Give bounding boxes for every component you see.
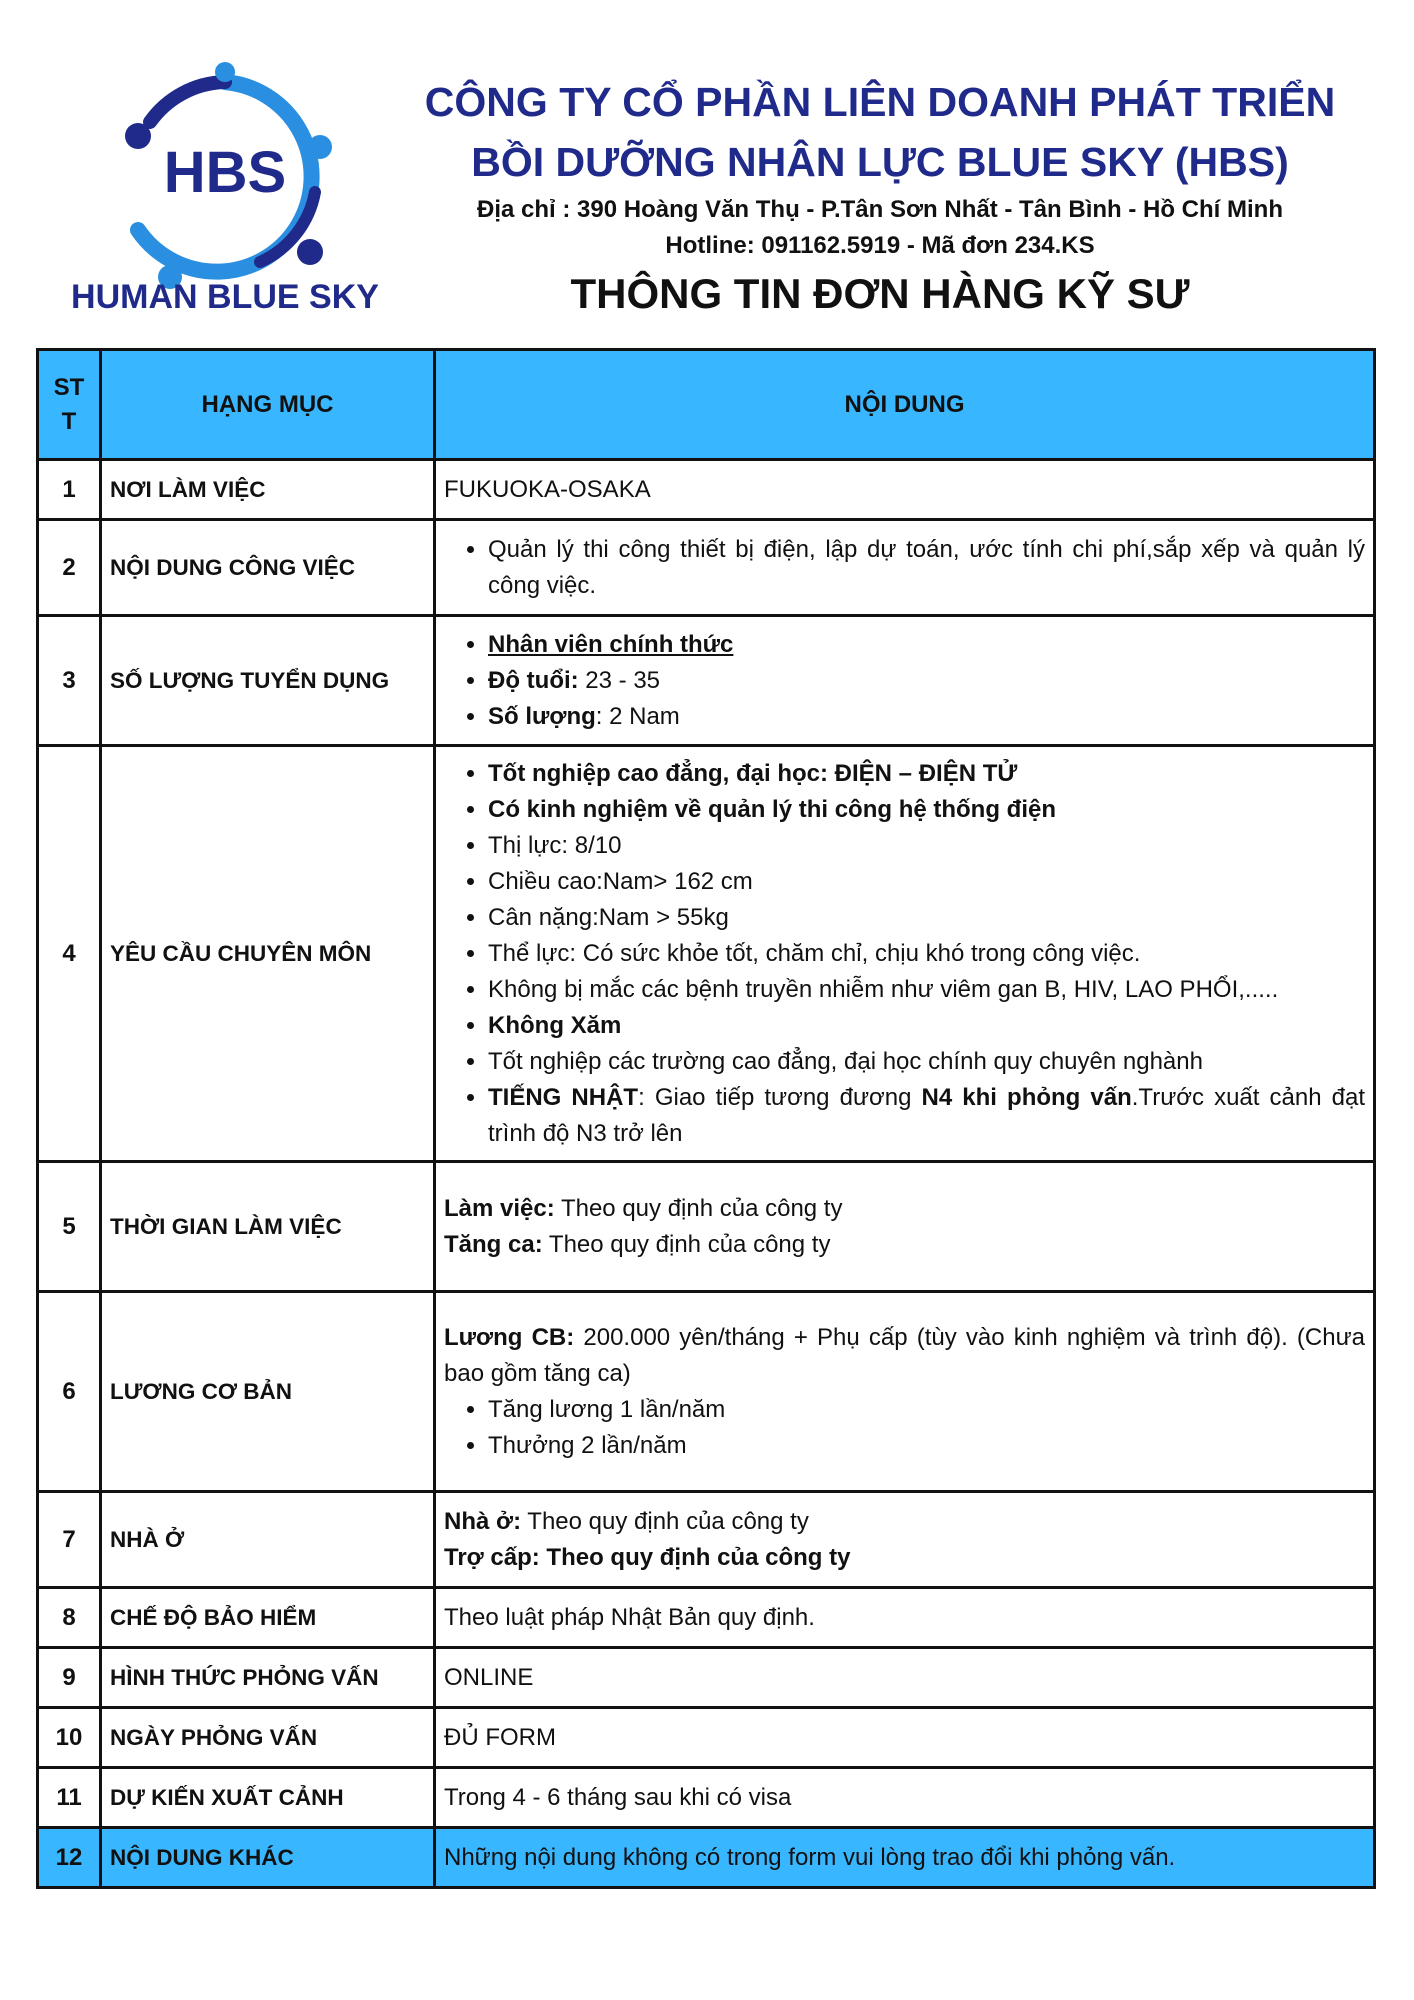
allowance-text: Trợ cấp: Theo quy định của công ty [444,1543,851,1571]
housing-label: Nhà ở: [444,1507,522,1535]
employment-type: Nhân viên chính thức [488,630,734,658]
language-level: N4 khi phỏng vấn [921,1083,1132,1111]
row-category: NƠI LÀM VIỆC [101,460,435,520]
table-row [38,1492,1375,1588]
row-category: THỜI GIAN LÀM VIỆC [101,1162,435,1292]
row-number: 6 [38,1292,101,1492]
list-item [488,663,1365,699]
row-category: NHÀ Ở [101,1492,435,1588]
logo-caption: HUMAN BLUE SKY [71,278,379,316]
row-content: Những nội dung không có trong form vui lòng trao đổi khi phỏng vấn. [435,1828,1375,1888]
row-content: ONLINE [435,1648,1375,1708]
table-row [38,616,1375,746]
company-name-line2: BỒI DƯỠNG NHÂN LỰC BLUE SKY (HBS) [471,139,1289,185]
row-category: CHẾ ĐỘ BẢO HIỂM [101,1588,435,1648]
quantity-label: Số lượng [488,702,596,730]
row-category: NỘI DUNG CÔNG VIỆC [101,520,435,616]
list-item: • Quản lý thi công thiết bị điện, lập dự toán, ước tính chi phí,sắp xếp và quản lý công việc. [488,532,1365,604]
row-content: Trong 4 - 6 tháng sau khi có visa [435,1768,1375,1828]
column-header-content: NỘI DUNG [435,350,1375,460]
company-logo [60,62,390,322]
column-header-stt [38,350,101,460]
table-row-highlighted [38,1828,1375,1888]
company-address: Địa chỉ : 390 Hoàng Văn Thụ - P.Tân Sơn Nhất - Tân Bình - Hồ Chí Minh [477,196,1283,223]
list-item: • Tốt nghiệp các trường cao đẳng, đại học chính quy chuyên nghành [488,1044,1365,1080]
row-content: FUKUOKA-OSAKA [435,460,1375,520]
list-item [488,699,1365,735]
table-row [38,1768,1375,1828]
salary-value: 200.000 yên/tháng + Phụ cấp (tùy vào kinh nghiệm và trình độ). (Chưa bao gồm tăng ca) [444,1323,1366,1387]
table-row [38,460,1375,520]
page-title: THÔNG TIN ĐƠN HÀNG KỸ SƯ [570,270,1190,317]
row-number: 11 [38,1768,101,1828]
logo-text: HBS [163,140,287,205]
requirement-text: Không Xăm [488,1011,622,1039]
row-content: Theo luật pháp Nhật Bản quy định. [435,1588,1375,1648]
housing-value: Theo quy định của công ty [521,1507,809,1535]
list-item [488,627,1365,663]
work-time-value: Theo quy định của công ty [554,1194,843,1222]
overtime-line [444,1227,1365,1263]
row-category: NGÀY PHỎNG VẤN [101,1708,435,1768]
table-row [38,1708,1375,1768]
company-info [380,72,1380,264]
list-item: • Không bị mắc các bệnh truyền nhiễm như viêm gan B, HIV, LAO PHỔI,..... [488,972,1365,1008]
age-label: Độ tuổi: [488,666,579,694]
row-number: 3 [38,616,101,746]
row-number: 12 [38,1828,101,1888]
column-header-category: HẠNG MỤC [101,350,435,460]
row-content [435,1492,1375,1588]
row-content [435,746,1375,1162]
table-row [38,1648,1375,1708]
row-category: YÊU CẦU CHUYÊN MÔN [101,746,435,1162]
list-item: • Thưởng 2 lần/năm [488,1428,1365,1464]
requirement-text: Tốt nghiệp cao đẳng, đại học: ĐIỆN – ĐIỆN TỬ [488,759,1018,787]
row-number: 7 [38,1492,101,1588]
row-content [435,1292,1375,1492]
language-text: : Giao tiếp tương đương [638,1083,922,1111]
list-item [488,792,1365,828]
row-number: 8 [38,1588,101,1648]
row-category: LƯƠNG CƠ BẢN [101,1292,435,1492]
row-number: 1 [38,460,101,520]
list-item: • Tăng lương 1 lần/năm [488,1392,1365,1428]
row-category: NỘI DUNG KHÁC [101,1828,435,1888]
row-content [435,520,1375,616]
row-category: SỐ LƯỢNG TUYỂN DỤNG [101,616,435,746]
work-time-line [444,1191,1365,1227]
table-row [38,1292,1375,1492]
salary-label: Lương CB: [444,1323,575,1351]
order-table [36,348,1376,1889]
table-header-row [38,350,1375,460]
age-value: 23 - 35 [578,666,661,694]
company-hotline: Hotline: 091162.5919 - Mã đơn 234.KS [665,232,1095,259]
salary-line [444,1320,1365,1392]
list-item: • Thể lực: Có sức khỏe tốt, chăm chỉ, chịu khó trong công việc. [488,936,1365,972]
row-number: 10 [38,1708,101,1768]
language-text: .Trước xuất cảnh đạt trình độ N3 trở lên [488,1083,1365,1147]
row-number: 2 [38,520,101,616]
table-row [38,1588,1375,1648]
table-row [38,746,1375,1162]
language-label: TIẾNG NHẬT [488,1083,639,1111]
row-number: 4 [38,746,101,1162]
column-header-stt-label: ST T [53,373,85,435]
row-content [435,616,1375,746]
overtime-label: Tăng ca: [444,1230,543,1258]
row-content [435,1162,1375,1292]
row-category: HÌNH THỨC PHỎNG VẤN [101,1648,435,1708]
overtime-value: Theo quy định của công ty [542,1230,831,1258]
list-item: • Thị lực: 8/10 [488,828,1365,864]
list-item [488,756,1365,792]
list-item [488,1008,1365,1044]
list-item: • Chiều cao:Nam> 162 cm [488,864,1365,900]
row-content: ĐỦ FORM [435,1708,1375,1768]
table-row [38,1162,1375,1292]
housing-line [444,1504,1365,1540]
requirement-text: Có kinh nghiệm về quản lý thi công hệ thống điện [488,795,1057,823]
list-item: • Cân nặng:Nam > 55kg [488,900,1365,936]
row-number: 5 [38,1162,101,1292]
work-time-label: Làm việc: [444,1194,555,1222]
allowance-line [444,1540,1365,1576]
list-item [488,1080,1365,1152]
row-category: DỰ KIẾN XUẤT CẢNH [101,1768,435,1828]
quantity-value: : 2 Nam [595,702,680,730]
table-row [38,520,1375,616]
row-number: 9 [38,1648,101,1708]
company-name-line1: CÔNG TY CỔ PHẦN LIÊN DOANH PHÁT TRIỂN [424,79,1336,125]
